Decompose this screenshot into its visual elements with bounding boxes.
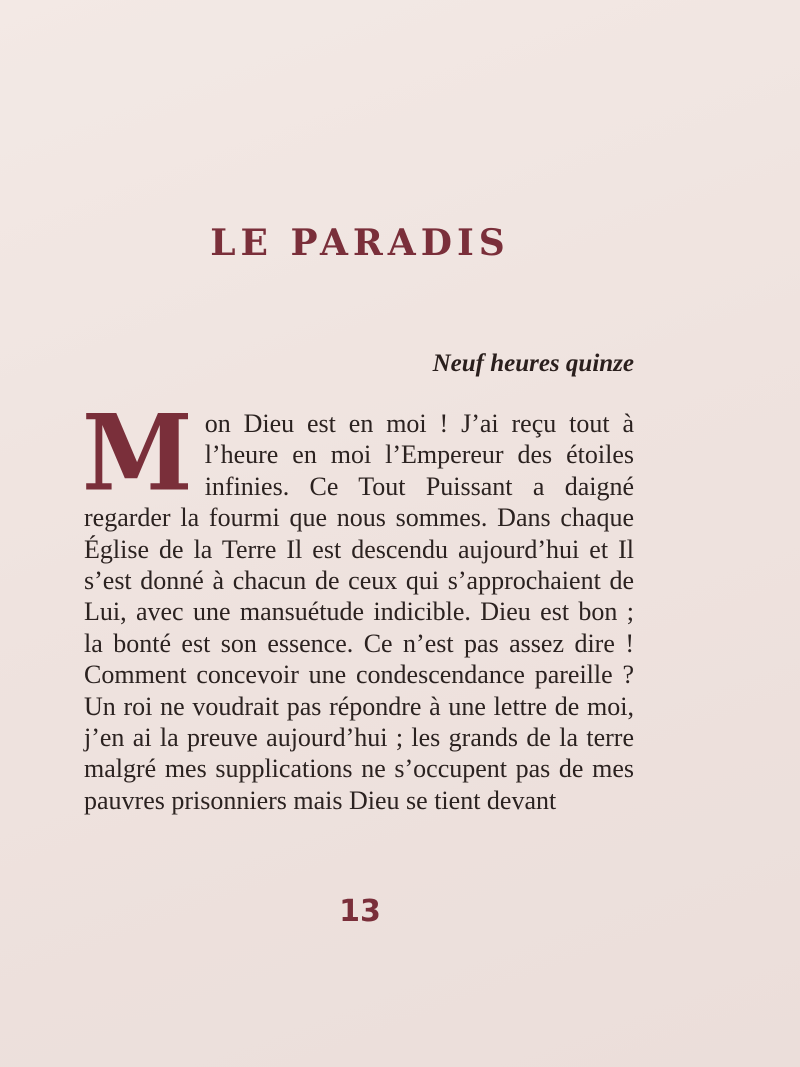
body-paragraph [82,391,634,816]
chapter-title: LE PARADIS [210,222,510,264]
drop-cap: M [82,391,193,515]
page-number: 13 [339,894,381,929]
section-subtitle: Neuf heures quinze [432,350,634,377]
body-text: on Dieu est en moi ! J’ai reçu tout à l’heure en moi l’Empereur des étoiles infinies. Ce Tout Puissant a daigné regarder la fourmi que nous sommes. Dans chaque Église de la Terre Il est descendu aujourd’hui et Il s’est donné à chacun de ceux qui s’approchaient de Lui, avec une mansuétude indicible. Dieu est bon ; la bonté est son essence. Ce n’est pas assez dire ! Comment concevoir une condescendance pareille ? Un roi ne voudrait pas répondre à une lettre de moi, j’en ai la preuve aujourd’hui ; les grands de la terre malgré mes supplications ne s’occupent pas de mes pauvres prisonniers mais Dieu se tient devant [84,409,634,815]
